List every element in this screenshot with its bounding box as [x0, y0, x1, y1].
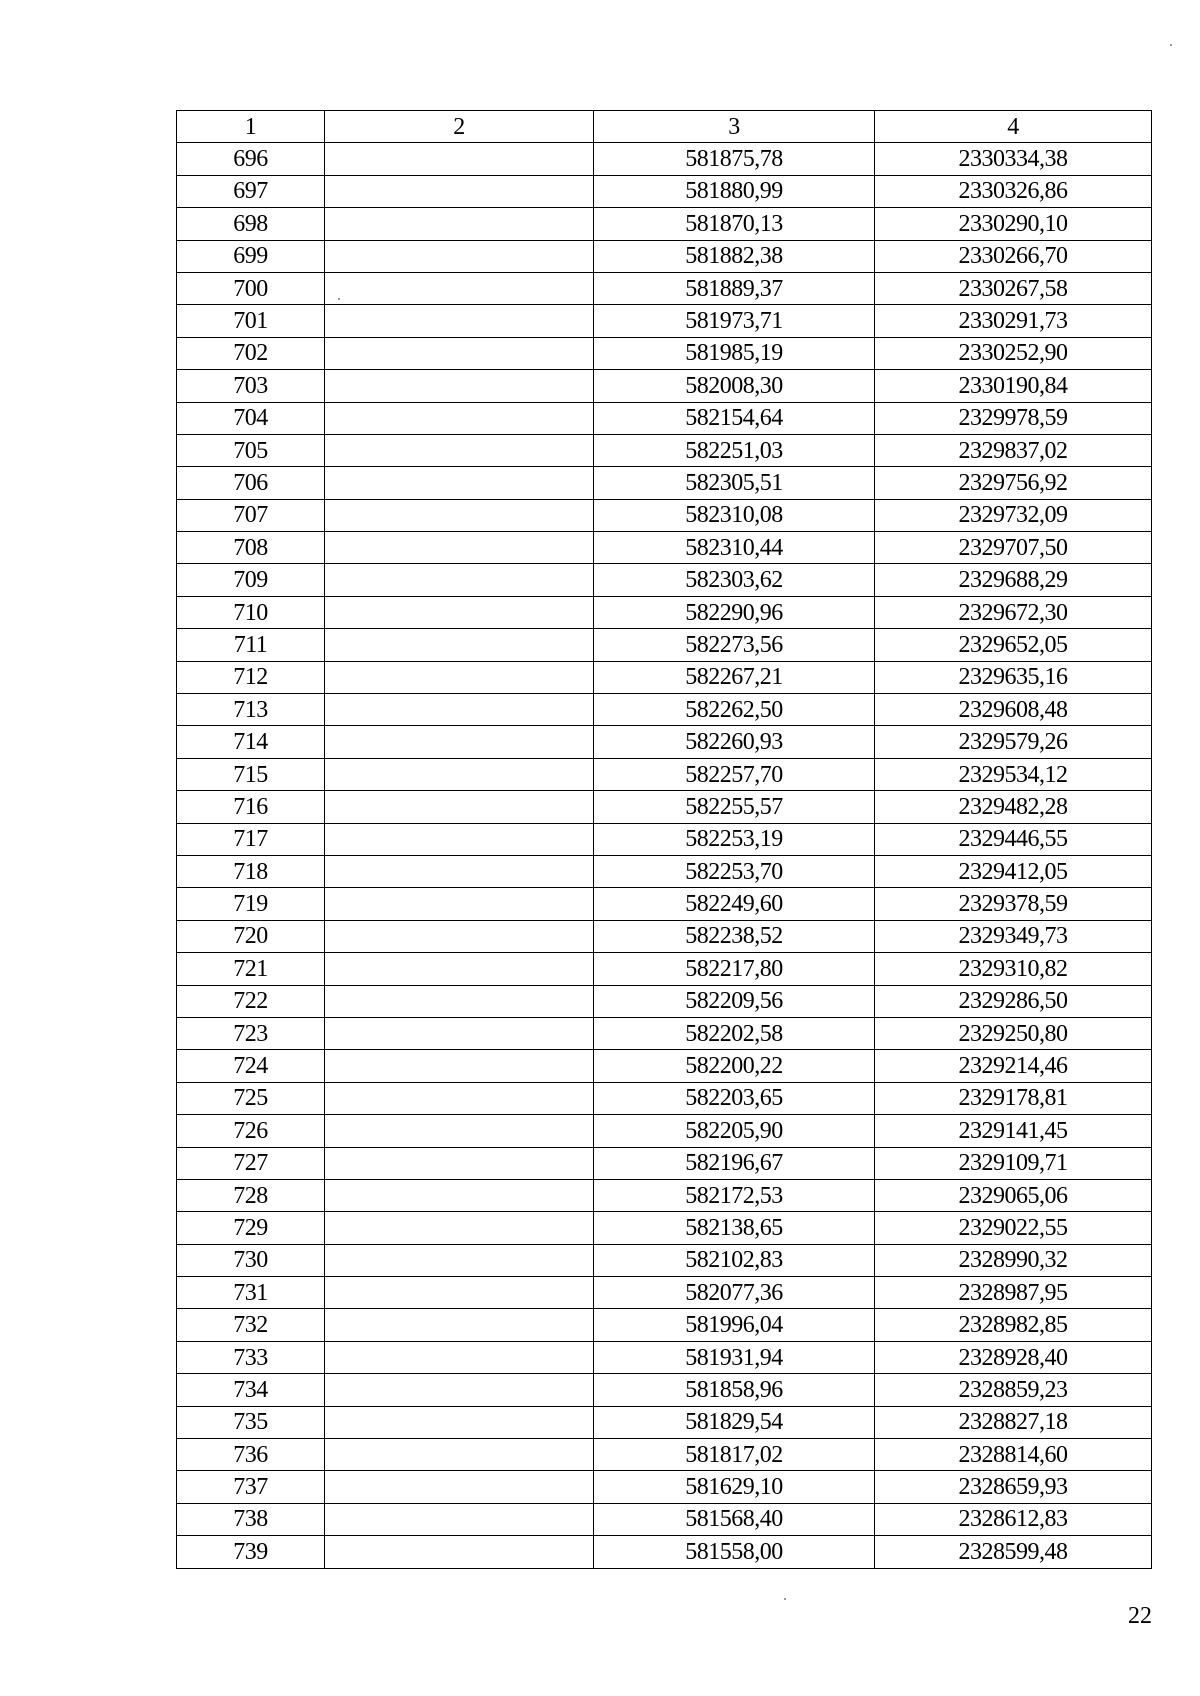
point-number-cell: 712 [177, 661, 325, 693]
scan-speck [1170, 44, 1172, 46]
x-coordinate-cell: 582200,22 [594, 1050, 875, 1082]
table-row [177, 1503, 1152, 1535]
point-number-cell: 697 [177, 175, 325, 207]
x-coordinate-cell: 581880,99 [594, 175, 875, 207]
scan-speck [784, 1598, 786, 1600]
table-row [177, 791, 1152, 823]
table-row [177, 532, 1152, 564]
x-coordinate-cell: 582196,67 [594, 1147, 875, 1179]
y-coordinate-cell: 2328987,95 [875, 1277, 1152, 1309]
description-cell [325, 953, 594, 985]
point-number-cell: 731 [177, 1277, 325, 1309]
y-coordinate-cell: 2329178,81 [875, 1082, 1152, 1114]
point-number-cell: 716 [177, 791, 325, 823]
y-coordinate-cell: 2329141,45 [875, 1115, 1152, 1147]
description-cell [325, 629, 594, 661]
y-coordinate-cell: 2328859,23 [875, 1374, 1152, 1406]
x-coordinate-cell: 581931,94 [594, 1341, 875, 1373]
table-row [177, 1374, 1152, 1406]
y-coordinate-cell: 2329756,92 [875, 467, 1152, 499]
description-cell [325, 467, 594, 499]
point-number-cell: 737 [177, 1471, 325, 1503]
table-row [177, 985, 1152, 1017]
x-coordinate-cell: 581875,78 [594, 143, 875, 175]
y-coordinate-cell: 2329837,02 [875, 434, 1152, 466]
table-row [177, 1309, 1152, 1341]
description-cell [325, 337, 594, 369]
point-number-cell: 708 [177, 532, 325, 564]
description-cell [325, 499, 594, 531]
table-row [177, 1244, 1152, 1276]
point-number-cell: 732 [177, 1309, 325, 1341]
description-cell [325, 208, 594, 240]
x-coordinate-cell: 582172,53 [594, 1179, 875, 1211]
y-coordinate-cell: 2330190,84 [875, 370, 1152, 402]
x-coordinate-cell: 581985,19 [594, 337, 875, 369]
x-coordinate-cell: 581568,40 [594, 1503, 875, 1535]
description-cell [325, 1471, 594, 1503]
column-header-3: 3 [594, 111, 875, 143]
x-coordinate-cell: 582138,65 [594, 1212, 875, 1244]
description-cell [325, 175, 594, 207]
y-coordinate-cell: 2329378,59 [875, 888, 1152, 920]
table-header-row [177, 111, 1152, 143]
y-coordinate-cell: 2329688,29 [875, 564, 1152, 596]
table-row [177, 953, 1152, 985]
x-coordinate-cell: 582203,65 [594, 1082, 875, 1114]
column-header-2: 2 [325, 111, 594, 143]
table-row [177, 1050, 1152, 1082]
description-cell [325, 1341, 594, 1373]
point-number-cell: 726 [177, 1115, 325, 1147]
scan-speck [338, 298, 340, 300]
x-coordinate-cell: 582305,51 [594, 467, 875, 499]
description-cell [325, 985, 594, 1017]
y-coordinate-cell: 2329446,55 [875, 823, 1152, 855]
table-row [177, 1471, 1152, 1503]
x-coordinate-cell: 582267,21 [594, 661, 875, 693]
x-coordinate-cell: 582077,36 [594, 1277, 875, 1309]
x-coordinate-cell: 582257,70 [594, 758, 875, 790]
description-cell [325, 1439, 594, 1471]
y-coordinate-cell: 2328599,48 [875, 1536, 1152, 1568]
description-cell [325, 305, 594, 337]
description-cell [325, 888, 594, 920]
x-coordinate-cell: 582310,44 [594, 532, 875, 564]
description-cell [325, 694, 594, 726]
y-coordinate-cell: 2329608,48 [875, 694, 1152, 726]
y-coordinate-cell: 2328982,85 [875, 1309, 1152, 1341]
description-cell [325, 1277, 594, 1309]
point-number-cell: 724 [177, 1050, 325, 1082]
description-cell [325, 920, 594, 952]
y-coordinate-cell: 2329672,30 [875, 596, 1152, 628]
point-number-cell: 728 [177, 1179, 325, 1211]
x-coordinate-cell: 582217,80 [594, 953, 875, 985]
point-number-cell: 722 [177, 985, 325, 1017]
y-coordinate-cell: 2330326,86 [875, 175, 1152, 207]
y-coordinate-cell: 2330334,38 [875, 143, 1152, 175]
table-row [177, 758, 1152, 790]
x-coordinate-cell: 581973,71 [594, 305, 875, 337]
x-coordinate-cell: 582260,93 [594, 726, 875, 758]
x-coordinate-cell: 581889,37 [594, 272, 875, 304]
description-cell [325, 1374, 594, 1406]
table-row [177, 240, 1152, 272]
description-cell [325, 1115, 594, 1147]
y-coordinate-cell: 2329286,50 [875, 985, 1152, 1017]
table-row [177, 694, 1152, 726]
point-number-cell: 739 [177, 1536, 325, 1568]
description-cell [325, 1179, 594, 1211]
y-coordinate-cell: 2328827,18 [875, 1406, 1152, 1438]
coordinates-table [176, 110, 1152, 1569]
x-coordinate-cell: 582310,08 [594, 499, 875, 531]
point-number-cell: 729 [177, 1212, 325, 1244]
x-coordinate-cell: 582154,64 [594, 402, 875, 434]
point-number-cell: 709 [177, 564, 325, 596]
y-coordinate-cell: 2329732,09 [875, 499, 1152, 531]
description-cell [325, 1082, 594, 1114]
description-cell [325, 661, 594, 693]
x-coordinate-cell: 582290,96 [594, 596, 875, 628]
point-number-cell: 738 [177, 1503, 325, 1535]
table-row [177, 920, 1152, 952]
description-cell [325, 1503, 594, 1535]
description-cell [325, 1212, 594, 1244]
description-cell [325, 370, 594, 402]
table-row [177, 823, 1152, 855]
description-cell [325, 434, 594, 466]
point-number-cell: 705 [177, 434, 325, 466]
y-coordinate-cell: 2329412,05 [875, 855, 1152, 887]
table-row [177, 1439, 1152, 1471]
point-number-cell: 723 [177, 1017, 325, 1049]
y-coordinate-cell: 2330267,58 [875, 272, 1152, 304]
y-coordinate-cell: 2330290,10 [875, 208, 1152, 240]
x-coordinate-cell: 581870,13 [594, 208, 875, 240]
column-header-1: 1 [177, 111, 325, 143]
table-row [177, 467, 1152, 499]
point-number-cell: 696 [177, 143, 325, 175]
point-number-cell: 719 [177, 888, 325, 920]
description-cell [325, 855, 594, 887]
point-number-cell: 713 [177, 694, 325, 726]
point-number-cell: 714 [177, 726, 325, 758]
description-cell [325, 596, 594, 628]
x-coordinate-cell: 581817,02 [594, 1439, 875, 1471]
table-row [177, 1406, 1152, 1438]
description-cell [325, 143, 594, 175]
point-number-cell: 699 [177, 240, 325, 272]
description-cell [325, 532, 594, 564]
point-number-cell: 701 [177, 305, 325, 337]
x-coordinate-cell: 582251,03 [594, 434, 875, 466]
table-row [177, 175, 1152, 207]
table-row [177, 855, 1152, 887]
x-coordinate-cell: 582008,30 [594, 370, 875, 402]
y-coordinate-cell: 2330252,90 [875, 337, 1152, 369]
point-number-cell: 718 [177, 855, 325, 887]
table-row [177, 1536, 1152, 1568]
table-body [177, 143, 1152, 1568]
table-row [177, 370, 1152, 402]
description-cell [325, 1017, 594, 1049]
table-row [177, 143, 1152, 175]
y-coordinate-cell: 2329022,55 [875, 1212, 1152, 1244]
x-coordinate-cell: 581558,00 [594, 1536, 875, 1568]
point-number-cell: 725 [177, 1082, 325, 1114]
y-coordinate-cell: 2329482,28 [875, 791, 1152, 823]
y-coordinate-cell: 2330291,73 [875, 305, 1152, 337]
table-row [177, 1179, 1152, 1211]
y-coordinate-cell: 2329214,46 [875, 1050, 1152, 1082]
x-coordinate-cell: 582238,52 [594, 920, 875, 952]
table-row [177, 272, 1152, 304]
x-coordinate-cell: 582253,70 [594, 855, 875, 887]
table-row [177, 564, 1152, 596]
y-coordinate-cell: 2329707,50 [875, 532, 1152, 564]
point-number-cell: 734 [177, 1374, 325, 1406]
point-number-cell: 700 [177, 272, 325, 304]
y-coordinate-cell: 2328659,93 [875, 1471, 1152, 1503]
description-cell [325, 272, 594, 304]
y-coordinate-cell: 2329652,05 [875, 629, 1152, 661]
y-coordinate-cell: 2329250,80 [875, 1017, 1152, 1049]
point-number-cell: 704 [177, 402, 325, 434]
x-coordinate-cell: 581858,96 [594, 1374, 875, 1406]
x-coordinate-cell: 582262,50 [594, 694, 875, 726]
table-row [177, 499, 1152, 531]
description-cell [325, 1406, 594, 1438]
y-coordinate-cell: 2329310,82 [875, 953, 1152, 985]
table-row [177, 888, 1152, 920]
point-number-cell: 703 [177, 370, 325, 402]
description-cell [325, 1244, 594, 1276]
point-number-cell: 727 [177, 1147, 325, 1179]
table-row [177, 1277, 1152, 1309]
y-coordinate-cell: 2329579,26 [875, 726, 1152, 758]
x-coordinate-cell: 582255,57 [594, 791, 875, 823]
table-row [177, 596, 1152, 628]
x-coordinate-cell: 581629,10 [594, 1471, 875, 1503]
point-number-cell: 736 [177, 1439, 325, 1471]
table-row [177, 1341, 1152, 1373]
x-coordinate-cell: 582273,56 [594, 629, 875, 661]
x-coordinate-cell: 582209,56 [594, 985, 875, 1017]
table-row [177, 1115, 1152, 1147]
description-cell [325, 1309, 594, 1341]
column-header-4: 4 [875, 111, 1152, 143]
x-coordinate-cell: 582205,90 [594, 1115, 875, 1147]
y-coordinate-cell: 2328990,32 [875, 1244, 1152, 1276]
description-cell [325, 1147, 594, 1179]
y-coordinate-cell: 2329349,73 [875, 920, 1152, 952]
y-coordinate-cell: 2329978,59 [875, 402, 1152, 434]
description-cell [325, 1050, 594, 1082]
y-coordinate-cell: 2329109,71 [875, 1147, 1152, 1179]
description-cell [325, 791, 594, 823]
y-coordinate-cell: 2330266,70 [875, 240, 1152, 272]
table-row [177, 337, 1152, 369]
x-coordinate-cell: 582202,58 [594, 1017, 875, 1049]
table-row [177, 726, 1152, 758]
x-coordinate-cell: 581996,04 [594, 1309, 875, 1341]
point-number-cell: 720 [177, 920, 325, 952]
point-number-cell: 706 [177, 467, 325, 499]
point-number-cell: 721 [177, 953, 325, 985]
table-row [177, 1017, 1152, 1049]
point-number-cell: 707 [177, 499, 325, 531]
point-number-cell: 733 [177, 1341, 325, 1373]
table-row [177, 1082, 1152, 1114]
description-cell [325, 823, 594, 855]
y-coordinate-cell: 2328928,40 [875, 1341, 1152, 1373]
point-number-cell: 698 [177, 208, 325, 240]
description-cell [325, 564, 594, 596]
point-number-cell: 717 [177, 823, 325, 855]
table-row [177, 434, 1152, 466]
table-row [177, 305, 1152, 337]
table-row [177, 629, 1152, 661]
page-number: 22 [1128, 1603, 1152, 1629]
y-coordinate-cell: 2328814,60 [875, 1439, 1152, 1471]
table-row [177, 1212, 1152, 1244]
x-coordinate-cell: 582253,19 [594, 823, 875, 855]
y-coordinate-cell: 2329635,16 [875, 661, 1152, 693]
description-cell [325, 758, 594, 790]
table-row [177, 661, 1152, 693]
y-coordinate-cell: 2329065,06 [875, 1179, 1152, 1211]
y-coordinate-cell: 2329534,12 [875, 758, 1152, 790]
y-coordinate-cell: 2328612,83 [875, 1503, 1152, 1535]
x-coordinate-cell: 581882,38 [594, 240, 875, 272]
description-cell [325, 240, 594, 272]
table-row [177, 402, 1152, 434]
point-number-cell: 710 [177, 596, 325, 628]
x-coordinate-cell: 582249,60 [594, 888, 875, 920]
x-coordinate-cell: 581829,54 [594, 1406, 875, 1438]
point-number-cell: 715 [177, 758, 325, 790]
x-coordinate-cell: 582102,83 [594, 1244, 875, 1276]
point-number-cell: 730 [177, 1244, 325, 1276]
description-cell [325, 1536, 594, 1568]
point-number-cell: 735 [177, 1406, 325, 1438]
table-row [177, 1147, 1152, 1179]
point-number-cell: 702 [177, 337, 325, 369]
description-cell [325, 402, 594, 434]
x-coordinate-cell: 582303,62 [594, 564, 875, 596]
description-cell [325, 726, 594, 758]
table-row [177, 208, 1152, 240]
point-number-cell: 711 [177, 629, 325, 661]
